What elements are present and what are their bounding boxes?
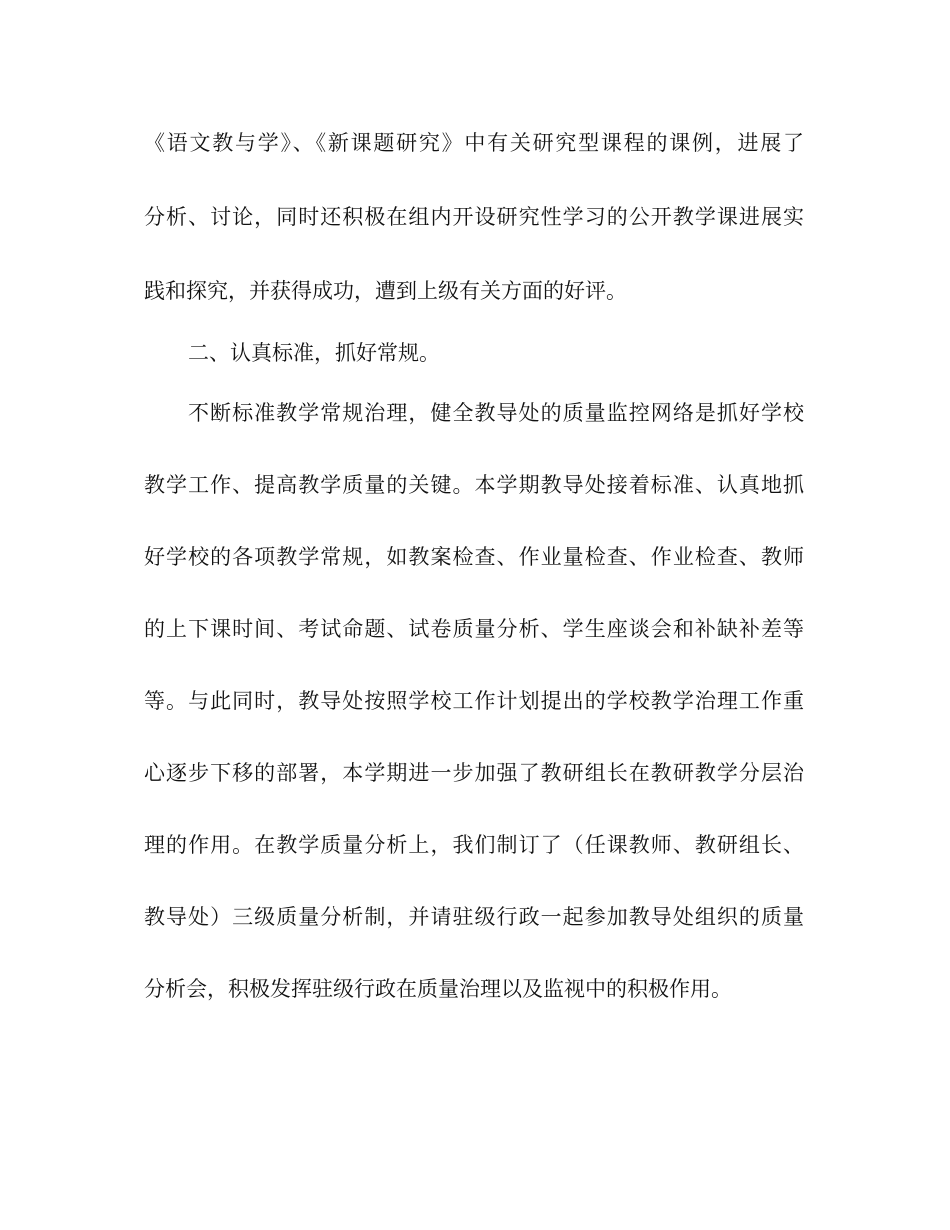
paragraph-line: 等。与此同时，教导处按照学校工作计划提出的学校教学治理工作重 xyxy=(144,689,804,713)
paragraph-line: 践和探究，并获得成功，遭到上级有关方面的好评。 xyxy=(144,279,627,303)
paragraph-line: 教学工作、提高教学质量的关键。本学期教导处接着标准、认真地抓 xyxy=(144,473,804,497)
paragraph-line: 的上下课时间、考试命题、试卷质量分析、学生座谈会和补缺补差等 xyxy=(144,617,804,641)
paragraph-line: 理的作用。在教学质量分析上，我们制订了（任课教师、教研组长、 xyxy=(144,833,804,857)
paragraph-line: 分析、讨论，同时还积极在组内开设研究性学习的公开教学课进展实 xyxy=(144,205,804,229)
paragraph-line: 好学校的各项教学常规，如教案检查、作业量检查、作业检查、教师 xyxy=(144,545,804,569)
paragraph-line: 分析会，积极发挥驻级行政在质量治理以及监视中的积极作用。 xyxy=(144,977,732,1001)
paragraph-line: 不断标准教学常规治理，健全教导处的质量监控网络是抓好学校 xyxy=(188,401,804,425)
paragraph-line: 《语文教与学》、《新课题研究》中有关研究型课程的课例，进展了 xyxy=(144,131,804,155)
section-heading: 二、认真标准，抓好常规。 xyxy=(188,341,440,365)
paragraph-line: 心逐步下移的部署，本学期进一步加强了教研组长在教研教学分层治 xyxy=(144,761,804,785)
paragraph-line: 教导处）三级质量分析制，并请驻级行政一起参加教导处组织的质量 xyxy=(144,905,804,929)
